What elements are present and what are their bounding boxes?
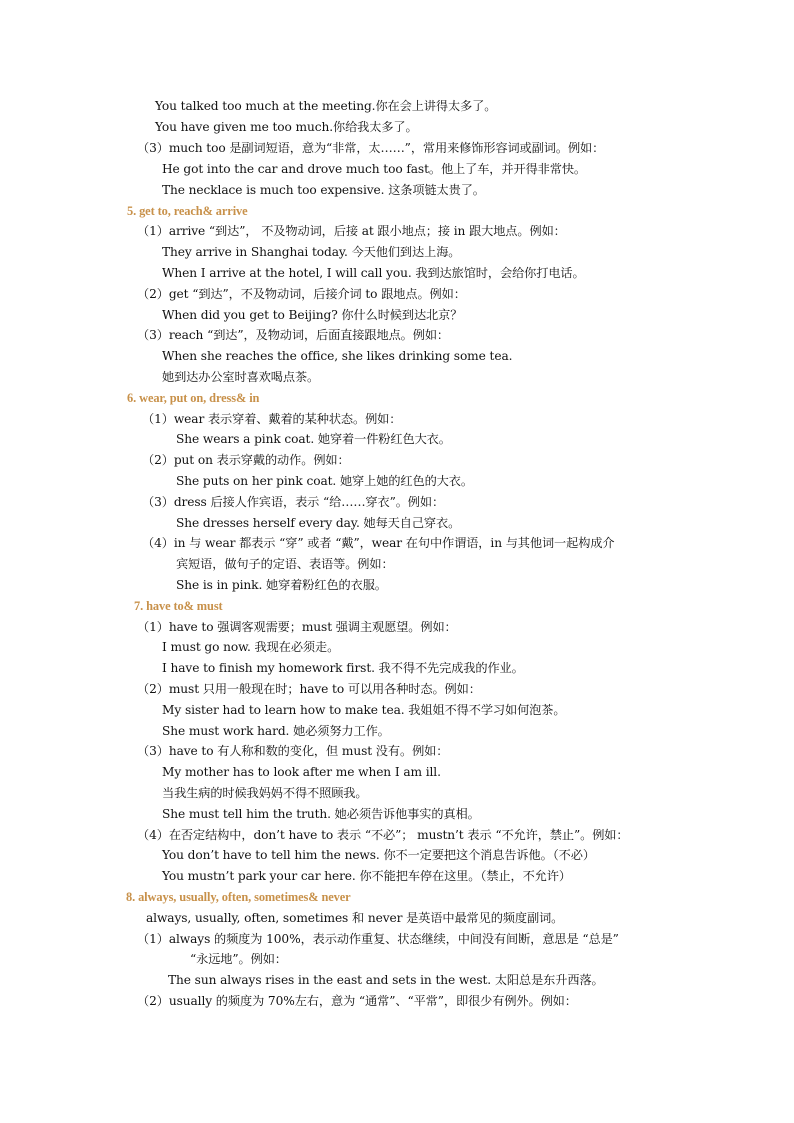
rule-line: “永远地”。例如： (190, 952, 287, 966)
example-line: You don’t have to tell him the news. 你不一定要把这个消息告诉他。（不必） (162, 848, 595, 862)
rule-line: （3）reach “到达”，及物动词，后面直接跟地点。例如： (137, 328, 450, 342)
rule-line: （1）have to 强调客观需要；must 强调主观愿望。例如： (137, 620, 457, 634)
rule-line: （3）dress 后接人作宾语，表示 “给……穿衣”。例如： (142, 495, 445, 509)
example-line: You talked too much at the meeting.你在会上讲得太多了。 (155, 99, 497, 113)
section-heading-6: 6. wear, put on, dress& in (127, 391, 260, 405)
example-line: The necklace is much too expensive. 这条项链太贵了。 (162, 183, 485, 197)
example-line: She dresses herself every day. 她每天自己穿衣。 (176, 516, 461, 530)
rule-line: 宾短语，做句子的定语、表语等。例如： (176, 557, 394, 571)
example-line: She must work hard. 她必须努力工作。 (162, 724, 390, 738)
rule-line: （2）usually 的频度为 70%左右，意为 “通常”、“平常”，即很少有例外。例如： (137, 994, 577, 1008)
example-line: 当我生病的时候我妈妈不得不照顾我。 (162, 786, 368, 800)
rule-line: （2）get “到达”，不及物动词，后接介词 to 跟地点。例如： (137, 287, 466, 301)
example-line: I must go now. 我现在必须走。 (162, 640, 340, 654)
rule-line: （3）have to 有人称和数的变化，但 must 没有。例如： (137, 744, 449, 758)
section-heading-8: 8. always, usually, often, sometimes& never (126, 890, 351, 904)
example-line: When I arrive at the hotel, I will call you. 我到达旅馆时，会给你打电话。 (162, 266, 585, 280)
example-line: You mustn’t park your car here. 你不能把车停在这里。（禁止，不允许） (162, 869, 571, 883)
example-line: The sun always rises in the east and sets in the west. 太阳总是东升西落。 (168, 973, 604, 987)
rule-line: （1）arrive “到达”， 不及物动词，后接 at 跟小地点；接 in 跟大地点。例如： (137, 224, 566, 238)
example-line: They arrive in Shanghai today. 今天他们到达上海。 (162, 245, 461, 259)
rule-line: （4）在否定结构中，don’t have to 表示 “不必”； mustn’t 表示 “不允许，禁止”。例如： (137, 828, 629, 842)
rule-line: （2）put on 表示穿戴的动作。例如： (142, 453, 350, 467)
rule-line: （1）wear 表示穿着、戴着的某种状态。例如： (142, 412, 402, 426)
example-line: My mother has to look after me when I am ill. (162, 765, 441, 779)
example-line: You have given me too much.你给我太多了。 (155, 120, 418, 134)
rule-line: （4）in 与 wear 都表示 “穿” 或者 “戴”，wear 在句中作谓语，in 与其他词一起构成介 (142, 536, 615, 550)
example-line: She is in pink. 她穿着粉红色的衣服。 (176, 578, 387, 592)
rule-line: （2）must 只用一般现在时；have to 可以用各种时态。例如： (137, 682, 481, 696)
example-line: When she reaches the office, she likes drinking some tea. (162, 349, 513, 363)
example-line: My sister had to learn how to make tea. 我姐姐不得不学习如何泡茶。 (162, 703, 566, 717)
example-line: I have to finish my homework first. 我不得不先完成我的作业。 (162, 661, 524, 675)
example-line: She wears a pink coat. 她穿着一件粉红色大衣。 (176, 432, 451, 446)
rule-line: （3）much too 是副词短语，意为“非常，太……”，常用来修饰形容词或副词。例如： (137, 141, 605, 155)
example-line: She puts on her pink coat. 她穿上她的红色的大衣。 (176, 474, 473, 488)
example-line: He got into the car and drove much too fast。他上了车，并开得非常快。 (162, 162, 587, 176)
rule-line: always, usually, often, sometimes 和 never 是英语中最常见的频度副词。 (146, 911, 564, 925)
example-line: 她到达办公室时喜欢喝点茶。 (162, 370, 320, 384)
section-heading-7: 7. have to& must (134, 599, 223, 613)
section-heading-5: 5. get to, reach& arrive (127, 204, 248, 218)
example-line: When did you get to Beijing? 你什么时候到达北京？ (162, 308, 463, 322)
rule-line: （1）always 的频度为 100%，表示动作重复、状态继续，中间没有间断，意思是 “总是” (137, 932, 619, 946)
example-line: She must tell him the truth. 她必须告诉他事实的真相。 (162, 807, 480, 821)
